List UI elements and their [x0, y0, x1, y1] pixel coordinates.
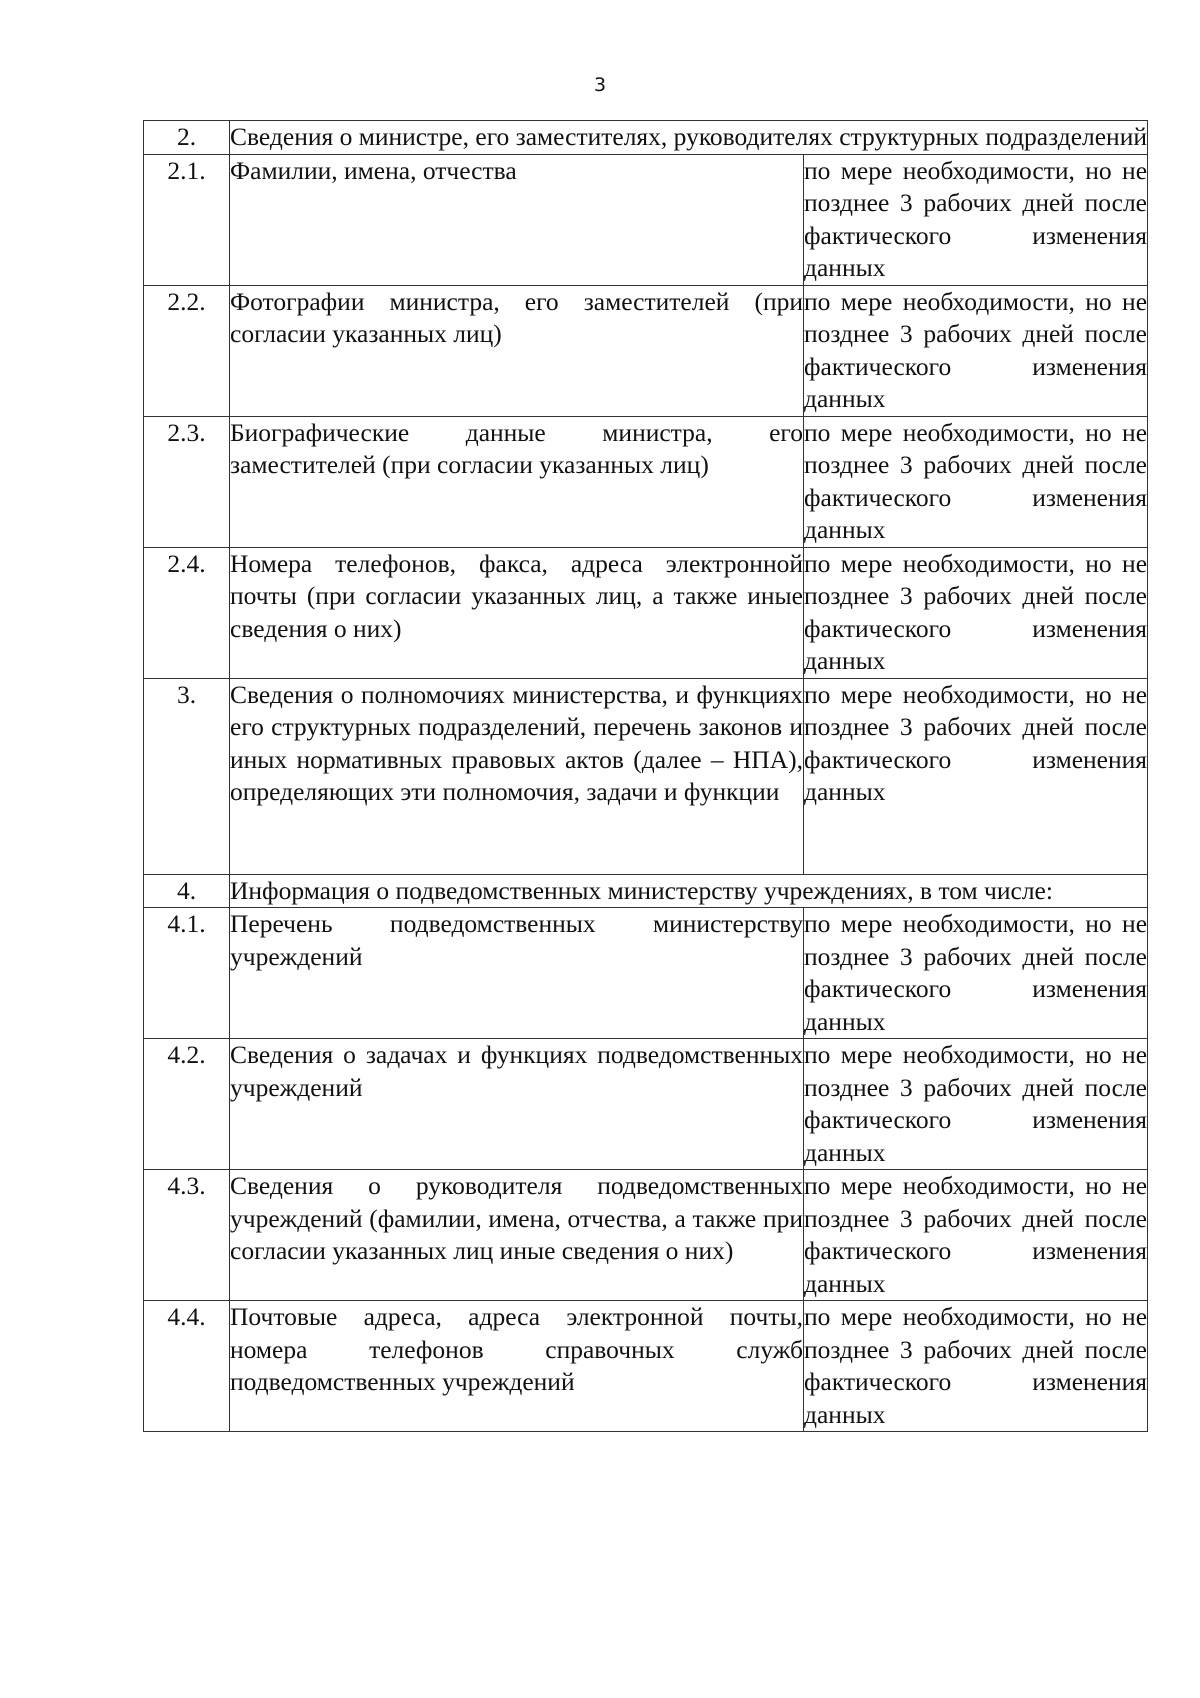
table-row — [144, 874, 1148, 908]
row-description: Сведения о руководителя подведомственных учреждений (фамилии, имена, отчества, а также при согласии указанных лиц иные сведения о них) — [230, 1170, 804, 1301]
row-deadline: по мере необходимости, но не позднее 3 рабочих дней после фактического изменения данных — [804, 1039, 1148, 1170]
section-heading: Сведения о министре, его заместителях, руководителях структурных подразделений — [230, 121, 1148, 155]
row-deadline: по мере необходимости, но не позднее 3 рабочих дней после фактического изменения данных — [804, 416, 1148, 547]
table-row — [144, 1301, 1148, 1432]
row-description: Биографические данные министра, его заместителей (при согласии указанных лиц) — [230, 416, 804, 547]
row-deadline: по мере необходимости, но не позднее 3 рабочих дней после фактического изменения данных — [804, 678, 1148, 874]
row-number: 4.2. — [144, 1039, 230, 1170]
table-row — [144, 547, 1148, 678]
row-number: 2.1. — [144, 154, 230, 285]
table-row — [144, 678, 1148, 874]
row-deadline: по мере необходимости, но не позднее 3 рабочих дней после фактического изменения данных — [804, 547, 1148, 678]
table-row — [144, 285, 1148, 416]
row-number: 4. — [144, 874, 230, 908]
row-deadline: по мере необходимости, но не позднее 3 рабочих дней после фактического изменения данных — [804, 154, 1148, 285]
section-intro: Информация о подведомственных министерству учреждениях, в том числе: — [230, 874, 1148, 908]
row-description: Почтовые адреса, адреса электронной почты, номера телефонов справочных служб подведомственных учреждений — [230, 1301, 804, 1432]
row-deadline: по мере необходимости, но не позднее 3 рабочих дней после фактического изменения данных — [804, 908, 1148, 1039]
table-row — [144, 1039, 1148, 1170]
table-row — [144, 1170, 1148, 1301]
row-number: 4.1. — [144, 908, 230, 1039]
page-number: 3 — [593, 74, 607, 96]
row-description: Фотографии министра, его заместителей (при согласии указанных лиц) — [230, 285, 804, 416]
table-row — [144, 121, 1148, 155]
table-body — [144, 121, 1148, 1432]
row-description: Сведения о задачах и функциях подведомственных учреждений — [230, 1039, 804, 1170]
row-description: Номера телефонов, факса, адреса электронной почты (при согласии указанных лиц, а также иные сведения о них) — [230, 547, 804, 678]
row-deadline: по мере необходимости, но не позднее 3 рабочих дней после фактического изменения данных — [804, 1170, 1148, 1301]
row-description: Сведения о полномочиях министерства, и функциях его структурных подразделений, перечень законов и иных нормативных правовых актов (далее – НПА), определяющих эти полномочия, задачи и функции — [230, 678, 804, 874]
table-row — [144, 154, 1148, 285]
row-number: 2. — [144, 121, 230, 155]
row-description: Фамилии, имена, отчества — [230, 154, 804, 285]
row-description: Перечень подведомственных министерству учреждений — [230, 908, 804, 1039]
row-deadline: по мере необходимости, но не позднее 3 рабочих дней после фактического изменения данных — [804, 1301, 1148, 1432]
row-number: 2.2. — [144, 285, 230, 416]
row-number: 4.4. — [144, 1301, 230, 1432]
row-number: 2.3. — [144, 416, 230, 547]
info-disclosure-table — [143, 120, 1148, 1432]
row-deadline: по мере необходимости, но не позднее 3 рабочих дней после фактического изменения данных — [804, 285, 1148, 416]
row-number: 3. — [144, 678, 230, 874]
row-number: 4.3. — [144, 1170, 230, 1301]
table-row — [144, 908, 1148, 1039]
table-row — [144, 416, 1148, 547]
row-number: 2.4. — [144, 547, 230, 678]
